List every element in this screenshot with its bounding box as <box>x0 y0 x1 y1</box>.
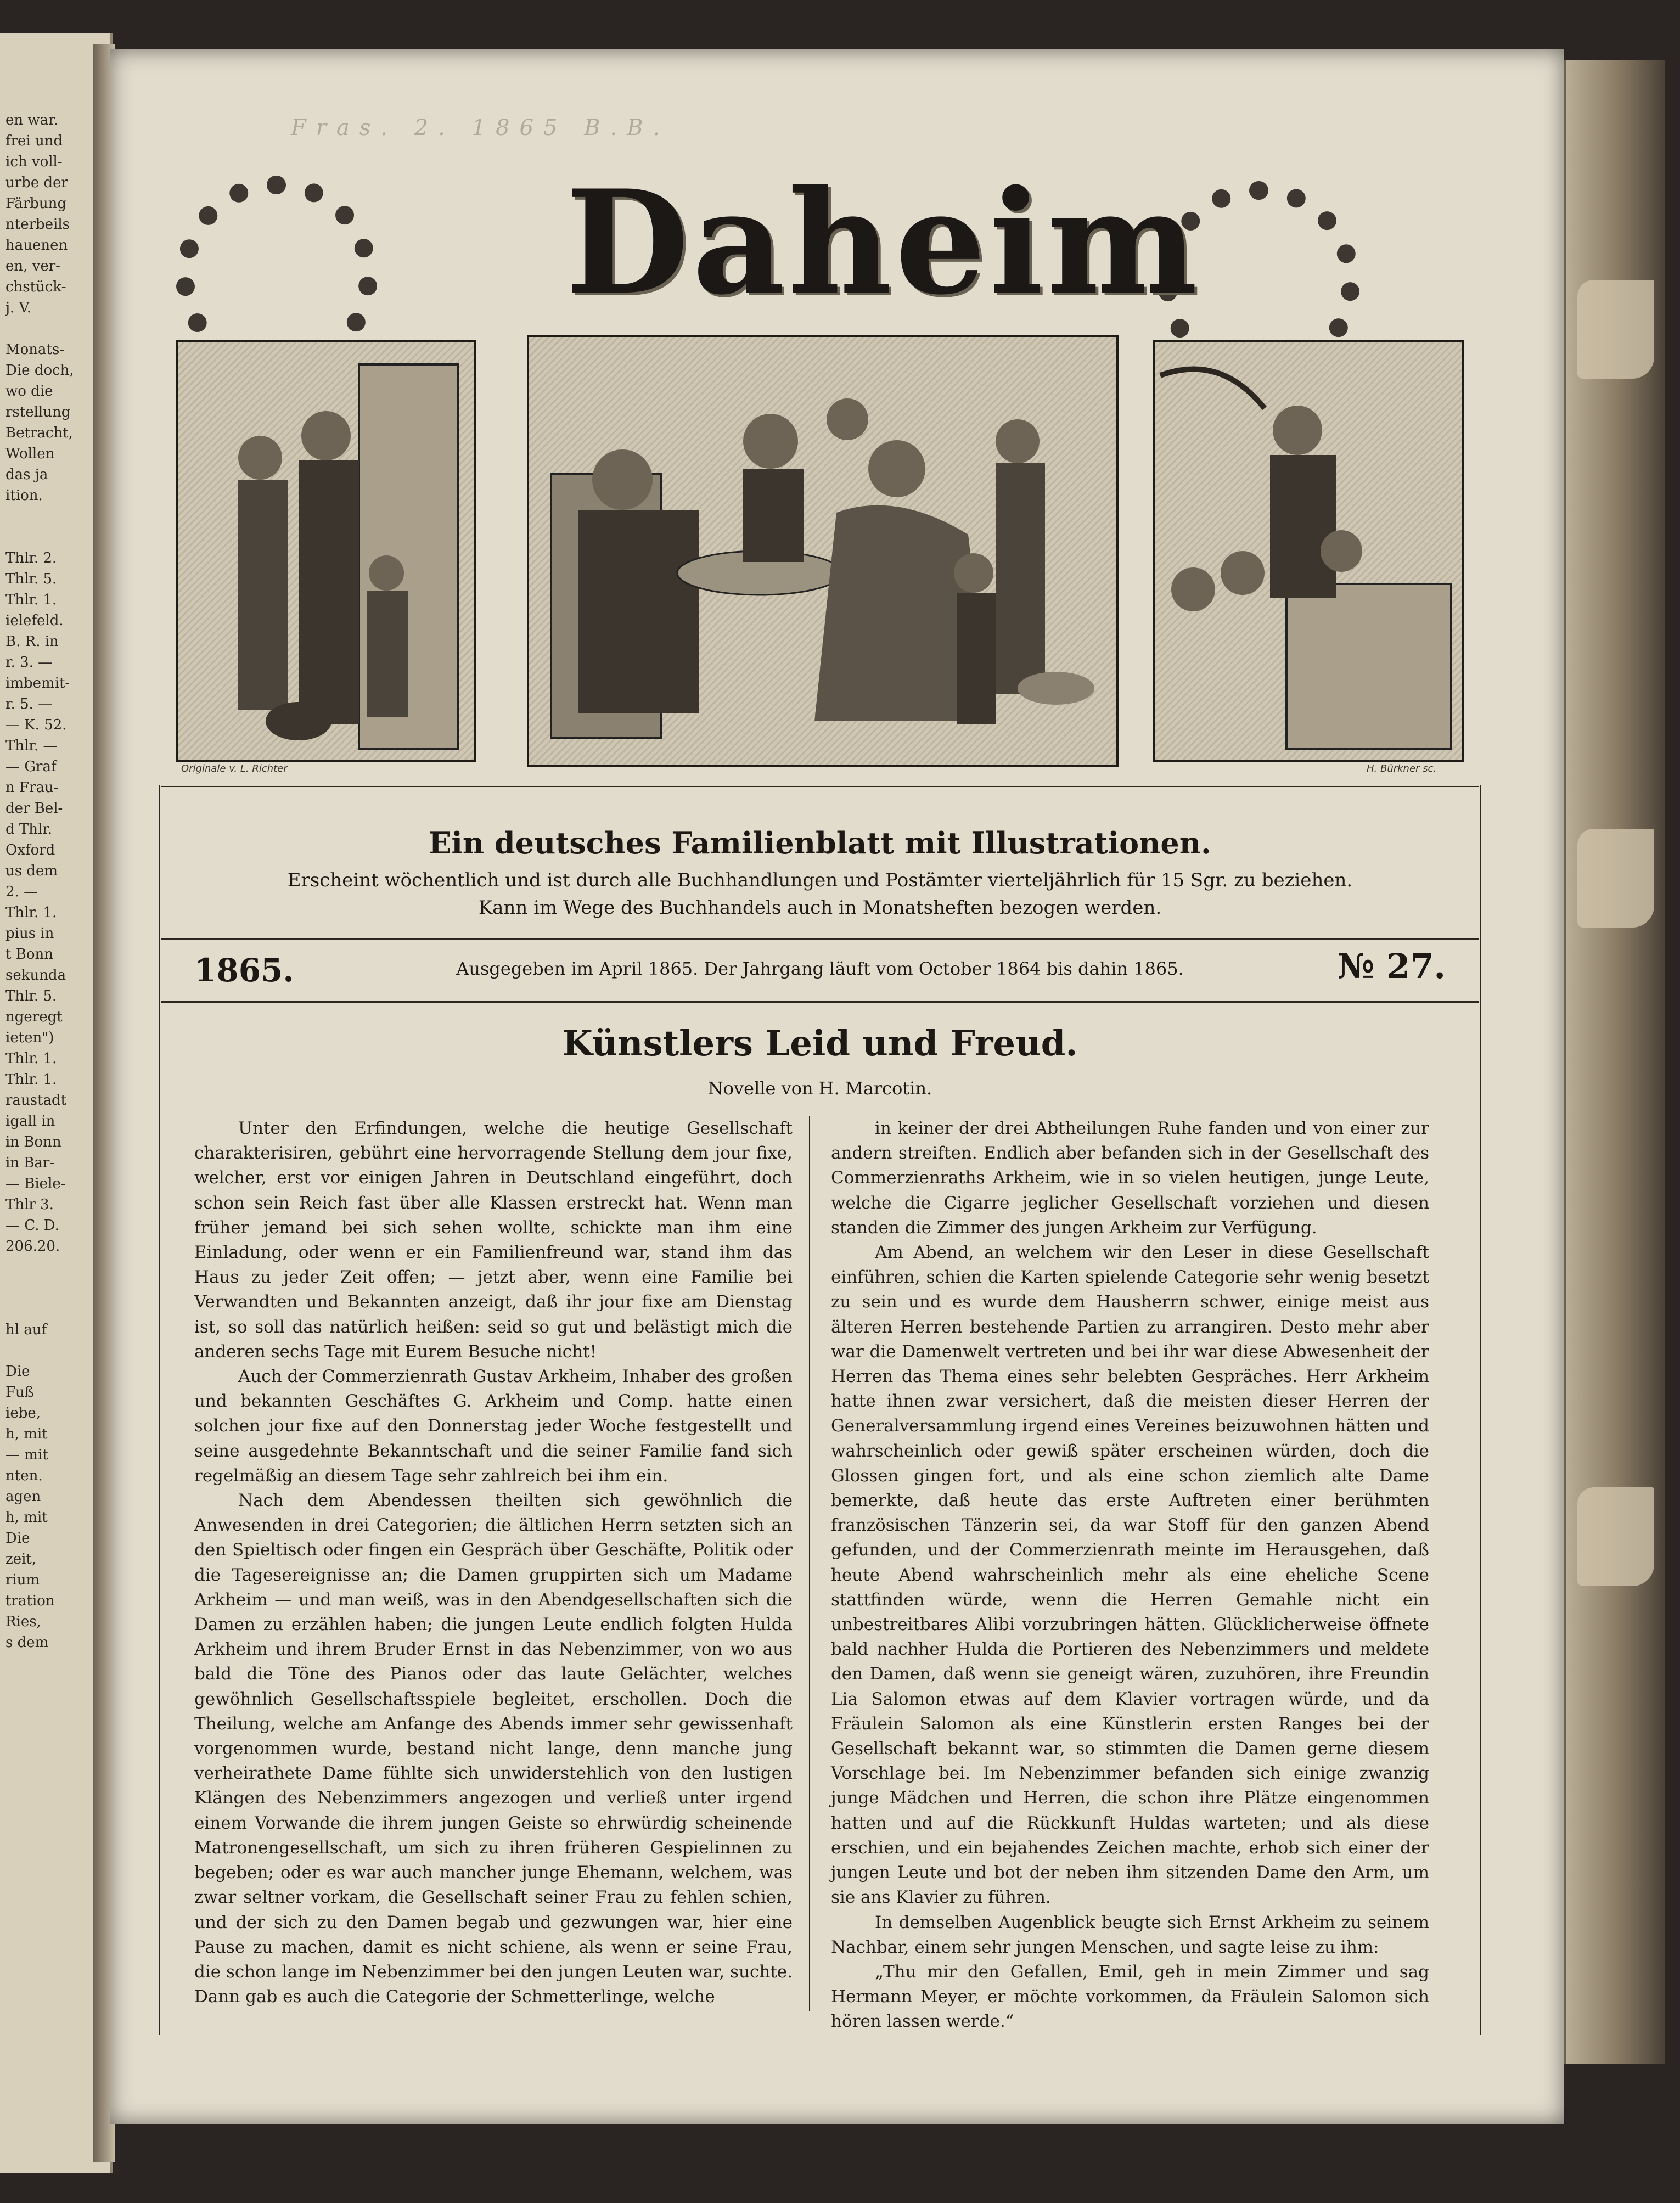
previous-page-line: — Biele- <box>5 1176 66 1192</box>
previous-page-line: ielefeld. <box>5 612 64 629</box>
family-reading-icon <box>529 337 1116 765</box>
issue-year: 1865. <box>194 952 294 989</box>
story-title: Künstlers Leid und Freud. <box>562 1023 1078 1064</box>
previous-page-line: nterbeils <box>5 216 70 233</box>
header-rule <box>161 938 1479 940</box>
notice-line-2: Kann im Wege des Buchhandels auch in Monatsheften bezogen werden. <box>478 897 1162 919</box>
torn-paper <box>1577 1487 1654 1586</box>
previous-page-line: h, mit <box>5 1426 48 1442</box>
torn-paper <box>1577 280 1654 379</box>
previous-page-line: das ja <box>5 467 48 483</box>
previous-page-line: pius in <box>5 925 54 942</box>
column-divider <box>809 1116 810 2011</box>
previous-page-line: s dem <box>5 1634 49 1651</box>
previous-page-line: zeit, <box>5 1551 37 1567</box>
credit-right: H. Bürkner sc. <box>1367 763 1437 774</box>
previous-page-line: Thlr. 1. <box>5 592 57 608</box>
previous-page-line: hl auf <box>5 1322 47 1338</box>
story-paragraph: Auch der Commerzienrath Gustav Arkheim, Inhaber des großen und bekannten Geschäftes G. Arkheim und Comp. hatte einen solchen jour fixe auf den Donnerstag jeder Woche festgestellt und seine ausgedehnte Bekanntschaft und die seiner Familie fand sich regelmäßig an diesem Tage sehr zahlreich bei ihm ein. <box>194 1367 793 1486</box>
family-at-door-icon <box>178 342 474 760</box>
illustration-center <box>527 335 1119 767</box>
previous-page-line: Thlr. 5. <box>5 988 57 1004</box>
previous-page-line: wo die <box>5 383 53 400</box>
previous-page-line: ich voll- <box>5 154 63 170</box>
previous-page-line: Die <box>5 1363 30 1380</box>
previous-page-line: tration <box>5 1593 55 1609</box>
previous-page-line: Wollen <box>5 446 55 462</box>
header-rule <box>161 1001 1479 1003</box>
previous-page-line <box>5 527 88 548</box>
story-paragraph: in keiner der drei Abtheilungen Ruhe fanden und von einer zur andern streiften. Endlich aber befanden sich in der Gesellschaft des Commerzienraths Arkheim, wie in so vielen heutigen, junge Leute, welche die Cigarre jeglicher Gesellschaft vorziehen und diesen standen die Zimmer des jungen Arkheim zur Verfügung. <box>831 1119 1429 1238</box>
story-paragraph: „Thu mir den Gefallen, Emil, geh in mein Zimmer und sag Hermann Meyer, er möchte vorkommen, da Fräulein Salomon sich hören lassen werde.“ <box>831 1962 1429 2032</box>
story-column-right <box>831 1116 1429 2035</box>
previous-page-line: en, ver- <box>5 258 60 274</box>
issue-number: № 27. <box>1338 946 1446 986</box>
notice-line-1: Erscheint wöchentlich und ist durch alle Buchhandlungen und Postämter vierteljährlich für 15 Sgr. zu beziehen. <box>287 869 1353 891</box>
previous-page-line: rium <box>5 1572 40 1588</box>
previous-page-line: iebe, <box>5 1405 41 1421</box>
previous-page-line: Thlr. 2. <box>5 550 57 566</box>
previous-page-line: r. 5. — <box>5 696 53 712</box>
illustration-left <box>176 340 476 762</box>
previous-page-line <box>5 1340 88 1361</box>
previous-page-line: t Bonn <box>5 946 53 963</box>
illustration-right <box>1153 340 1464 762</box>
previous-page-line: igall in <box>5 1113 55 1129</box>
subtitle: Ein deutsches Familienblatt mit Illustrationen. <box>429 825 1211 861</box>
previous-page-line <box>5 318 88 339</box>
previous-page-line <box>5 1257 88 1278</box>
previous-page-line: Fuß <box>5 1384 35 1401</box>
previous-page-line <box>5 506 88 527</box>
previous-page-line: chstück- <box>5 279 66 295</box>
previous-page-line: 206.20. <box>5 1238 60 1255</box>
previous-page-line: j. V. <box>5 300 32 316</box>
previous-page-line: — mit <box>5 1447 48 1463</box>
previous-page-line: r. 3. — <box>5 654 53 671</box>
previous-page-line: Ries, <box>5 1614 41 1630</box>
previous-page-line <box>5 1278 88 1299</box>
previous-page-line: — Graf <box>5 758 57 775</box>
previous-page-line: Monats- <box>5 341 65 358</box>
previous-page-line: — C. D. <box>5 1217 59 1234</box>
previous-page-line: h, mit <box>5 1509 48 1526</box>
previous-page-line: in Bar- <box>5 1155 55 1171</box>
previous-page-line: frei und <box>5 133 63 149</box>
previous-page-line: ngeregt <box>5 1009 63 1025</box>
book-edge <box>1564 60 1665 2064</box>
previous-page-line: en war. <box>5 112 58 128</box>
previous-page-line: Die doch, <box>5 362 74 379</box>
previous-page-line: sekunda <box>5 967 66 984</box>
previous-page-line: Die <box>5 1530 30 1547</box>
previous-page-line: — K. 52. <box>5 717 67 733</box>
previous-page-line: Thlr. 1. <box>5 1071 57 1088</box>
previous-page-line: nten. <box>5 1468 43 1484</box>
previous-page-line: Färbung <box>5 195 66 212</box>
content-frame <box>159 785 1481 2035</box>
story-paragraph: Am Abend, an welchem wir den Leser in diese Gesellschaft einführen, schien die Karten spielende Categorie sehr wenig besetzt zu sein und es wurde dem Hausherrn schwer, einige meist aus älteren Herren bestehende Partien zu arrangiren. Desto mehr aber war die Damenwelt vertreten und bei ihr war diese Abwesenheit der Herren das Thema eines sehr belebten Gespräches. Herr Arkheim hatte ihnen zwar versichert, daß die meisten dieser Herren der Generalversammlung irgend eines Vereines beizuwohnen hätten und wahrscheinlich oder gewiß später erscheinen würden, doch die Glossen gingen fort, und als eine schon ziemlich alte Dame bemerkte, daß heute das erste Auftreten einer berühmten französischen Tänzerin sei, da war Stoff für den ganzen Abend gefunden, und der Commerzienrath meinte im Herausgehen, daß heute Abend wahrscheinlich mehr als eine eheliche Scene stattfinden würde, wenn die Herren Gemahle nicht ein unbestreitbares Alibi vorzubringen hätten. Glücklicherweise öffnete bald nachher Hulda die Portieren des Nebenzimmers und meldete den Damen, daß wenn sie geneigt wären, zuzuhören, ihre Freundin Lia Salomon etwas auf dem Klavier vortragen würde, und da Fräulein Salomon als eine Künstlerin ersten Ranges bei der Gesellschaft bekannt war, so stimmten die Damen gerne diesem Vorschlage bei. Im Nebenzimmer befanden sich einige zwanzig junge Mädchen und Herren, die schon ihre Plätze eingenommen hatten und auf die Rückkunft Huldas warteten; und als diese erschien, und ein bejahendes Zeichen machte, erhob sich einer der jungen Leute und bot der neben ihm sitzenden Dame den Arm, um sie ans Klavier zu führen. <box>831 1243 1429 1908</box>
pencil-scribble: Fras. 2. 1865 B.B. <box>291 115 670 141</box>
previous-page-line: Betracht, <box>5 425 73 441</box>
story-column-left <box>194 1116 793 2009</box>
previous-page-line: hauenen <box>5 237 68 254</box>
masthead <box>126 126 1465 785</box>
children-at-gate-icon <box>1155 342 1462 760</box>
previous-page-line: n Frau- <box>5 779 59 796</box>
previous-page-line <box>5 1299 88 1319</box>
previous-page-line: Thlr. 1. <box>5 1050 57 1067</box>
previous-page-line: imbemit- <box>5 675 70 692</box>
story-byline: Novelle von H. Marcotin. <box>707 1078 932 1099</box>
issue-date: Ausgegeben im April 1865. Der Jahrgang läuft vom October 1864 bis dahin 1865. <box>456 958 1184 979</box>
previous-page-line: us dem <box>5 863 58 879</box>
previous-page-line: Thlr. 1. <box>5 904 57 921</box>
previous-page-line: in Bonn <box>5 1134 61 1150</box>
previous-page-line: urbe der <box>5 175 68 191</box>
previous-page-line: Thlr. — <box>5 738 58 754</box>
previous-page-text <box>5 110 88 1653</box>
previous-page-line: 2. — <box>5 884 38 900</box>
previous-page-line: d Thlr. <box>5 821 53 838</box>
torn-paper <box>1577 829 1654 928</box>
previous-page-line: agen <box>5 1488 41 1505</box>
story-paragraph: Nach dem Abendessen theilten sich gewöhnlich die Anwesenden in drei Categorien; die ältlichen Herrn setzten sich an den Spieltisch oder fingen ein Gespräch über Geschäfte, Politik oder die Tagesereignisse an; die Damen gruppirten sich um Madame Arkheim — und man weiß, was in den Abendgesellschaften sich die Damen zu erzählen haben; die jungen Leute endlich folgten Hulda Arkheim und ihrem Bruder Ernst in das Nebenzimmer, von wo aus bald die Töne des Pianos oder das laute Gelächter, welches gewöhnlich Gesellschaftsspiele begleitet, erschollen. Doch die Theilung, welche am Anfange des Abends immer sehr gewissenhaft vorgenommen wurde, bestand nicht lange, denn manche jung verheirathete Dame fühlte sich unwiderstehlich von den lustigen Klängen des Nebenzimmers angezogen und verließ unter irgend einem Vorwande die ihrem jungen Geiste so ehrwürdig scheinende Matronengesellschaft, um sich zu ihren früheren Gespielinnen zu begeben; oder es war auch mancher junge Ehemann, welchem, was zwar seltner vorkam, die Gesellschaft seiner Frau zu fehlen schien, und der sich zu den Damen begab und gezwungen war, hier eine Pause zu machen, damit es nicht schiene, als wenn er seine Frau, die schon lange im Nebenzimmer bei den jungen Leuten war, suchte. Dann gab es auch die Categorie der Schmetterlinge, welche <box>194 1491 793 2007</box>
credit-left: Originale v. L. Richter <box>181 763 288 774</box>
previous-page-line: der Bel- <box>5 800 63 817</box>
previous-page-line: raustadt <box>5 1092 67 1109</box>
previous-page-line: rstellung <box>5 404 71 420</box>
masthead-title: Daheim <box>565 159 1201 327</box>
previous-page-line: Thlr. 5. <box>5 571 57 587</box>
previous-page-line: Oxford <box>5 842 55 858</box>
previous-page-line: Thlr 3. <box>5 1196 54 1213</box>
story-paragraph: Unter den Erfindungen, welche die heutige Gesellschaft charakterisiren, gebührt eine hervorragende Stellung dem jour fixe, welcher, erst vor einigen Jahren in Deutschland eingeführt, doch schon sein Reich fast über alle Klassen erstreckt hat. Wenn man früher jemand bei sich sehen wollte, schickte man ihm eine Einladung, oder wenn er ein Familienfreund war, stand ihm das Haus zu jeder Zeit offen; — jetzt aber, wenn eine Familie bei Verwandten und Bekannten anzeigt, daß ihr jour fixe am Dienstag ist, so soll das natürlich heißen: seid so gut und belästigt mich die anderen sechs Tage mit Eurem Besuche nicht! <box>194 1119 793 1362</box>
story-paragraph: In demselben Augenblick beugte sich Ernst Arkheim zu seinem Nachbar, einem sehr jungen Menschen, und sagte leise zu ihm: <box>831 1912 1429 1957</box>
previous-page-line: ieten") <box>5 1030 54 1046</box>
previous-page-line: ition. <box>5 487 43 504</box>
previous-page-line: B. R. in <box>5 633 59 650</box>
